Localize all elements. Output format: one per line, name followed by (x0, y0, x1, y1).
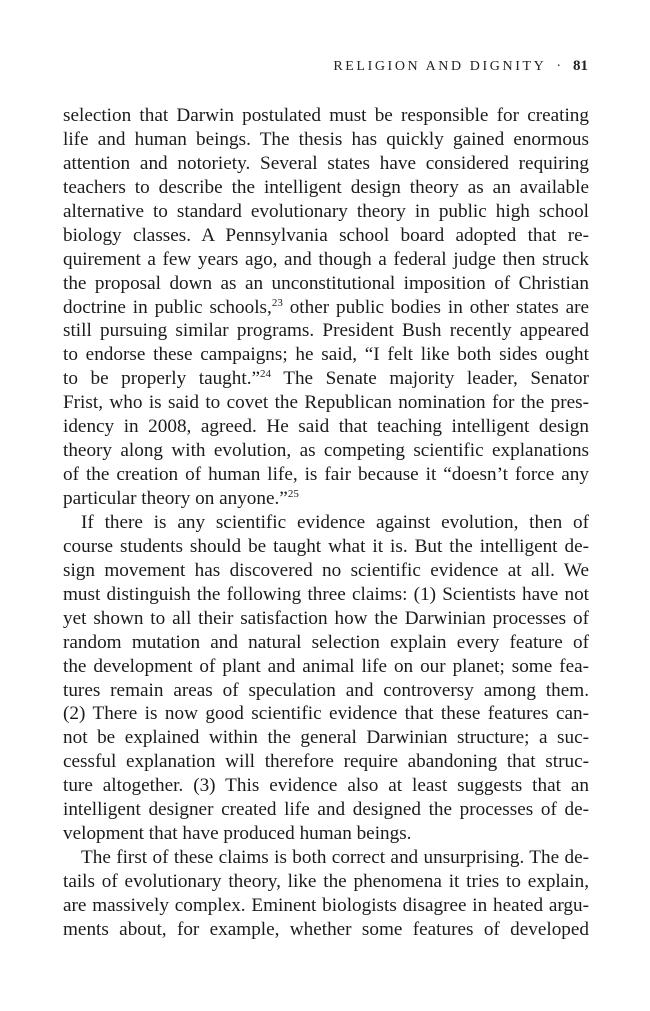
line-text: to endorse these campaigns; he said, “I felt like both sides ought (63, 344, 589, 366)
line-text: attention and notoriety. Several states have considered requiring (63, 152, 589, 174)
line-text: velopment that have produced human beings. (63, 823, 412, 845)
line-text: doctrine in public schools, (63, 296, 272, 318)
text-line (63, 248, 589, 272)
text-line (63, 750, 589, 774)
line-text: tails of evolutionary theory, like the phenomena it tries to explain, (63, 871, 589, 892)
text-line (63, 152, 589, 176)
text-line (63, 319, 589, 343)
text-line (63, 918, 589, 942)
line-text: course students should be taught what it is. But the intelligent de- (63, 535, 589, 557)
text-line (63, 631, 589, 655)
line-text: ments about, for example, whether some features of developed (63, 918, 589, 940)
line-text: of the creation of human life, is fair because it “doesn’t force any (63, 464, 589, 486)
line-text: yet shown to all their satisfaction how the Darwinian processes of (63, 607, 589, 629)
text-line (63, 726, 589, 750)
paragraph (63, 104, 589, 511)
line-text: life and human beings. The thesis has quickly gained enormous (63, 128, 589, 150)
text-line (63, 846, 589, 870)
text-line (63, 176, 589, 200)
text-line (63, 798, 589, 822)
paragraph (63, 846, 589, 942)
text-line (63, 367, 589, 391)
line-text: If there is any scientific evidence against evolution, then of (81, 511, 589, 533)
line-text: theory along with evolution, as competing scientific explanations (63, 440, 589, 462)
text-line (63, 535, 589, 559)
line-text: Frist, who is said to covet the Republican nomination for the pres- (63, 392, 589, 414)
text-line (63, 894, 589, 918)
line-text: must distinguish the following three claims: (1) Scientists have not (63, 583, 589, 605)
line-text-continued: The Senate majority leader, Senator (271, 368, 589, 390)
text-line (63, 870, 589, 894)
text-line (63, 487, 589, 511)
line-text: biology classes. A Pennsylvania school board adopted that re- (63, 224, 589, 246)
text-line (63, 343, 589, 367)
line-text-continued: other public bodies in other states are (282, 296, 589, 318)
text-line (63, 104, 589, 128)
line-text: cessful explanation will therefore require abandoning that struc- (63, 751, 589, 773)
page-number: 81 (573, 58, 588, 74)
line-text: alternative to standard evolutionary theory in public high school (63, 200, 589, 222)
line-text: intelligent designer created life and designed the processes of de- (63, 799, 589, 821)
text-line (63, 224, 589, 248)
text-line (63, 822, 589, 846)
line-text: teachers to describe the intelligent design theory as an available (63, 176, 589, 198)
line-text: (2) There is now good scientific evidence that these features can- (63, 703, 589, 725)
text-line (63, 415, 589, 439)
line-text: ture altogether. (3) This evidence also at least suggests that an (63, 775, 589, 797)
text-line (63, 439, 589, 463)
text-line (63, 679, 589, 703)
paragraph (63, 511, 589, 846)
body-text (63, 104, 589, 942)
line-text: sign movement has discovered no scientific evidence at all. We (63, 559, 589, 581)
line-text: idency in 2008, agreed. He said that teaching intelligent design (63, 416, 589, 438)
line-text: not be explained within the general Darwinian structure; a suc- (63, 727, 589, 749)
footnote-marker: 24 (260, 368, 272, 381)
line-text: the proposal down as an unconstitutional imposition of Christian (63, 272, 589, 294)
line-text: still pursuing similar programs. President Bush recently appeared (63, 320, 589, 342)
text-line (63, 607, 589, 631)
running-title: RELIGION AND DIGNITY (333, 59, 547, 74)
text-line (63, 583, 589, 607)
line-text: to be properly taught.” (63, 368, 261, 390)
footnote-marker: 23 (271, 296, 283, 309)
header-separator: · (556, 59, 561, 74)
text-line (63, 128, 589, 152)
line-text: selection that Darwin postulated must be responsible for creating (63, 105, 589, 126)
line-text: the development of plant and animal life on our planet; some fea- (63, 655, 589, 677)
text-line (63, 391, 589, 415)
text-line (63, 296, 589, 320)
line-text: are massively complex. Eminent biologists disagree in heated argu- (63, 894, 589, 916)
text-line (63, 511, 589, 535)
text-line (63, 200, 589, 224)
line-text: quirement a few years ago, and though a federal judge then struck (63, 248, 589, 270)
line-text: The first of these claims is both correct and unsurprising. The de- (81, 847, 589, 869)
text-line (63, 463, 589, 487)
text-line (63, 702, 589, 726)
line-text: tures remain areas of speculation and controversy among them. (63, 679, 589, 701)
text-line (63, 559, 589, 583)
text-line (63, 655, 589, 679)
line-text: particular theory on anyone.” (63, 488, 288, 509)
footnote-marker: 25 (287, 488, 299, 500)
line-text: random mutation and natural selection explain every feature of (63, 631, 589, 653)
text-line (63, 774, 589, 798)
text-line (63, 272, 589, 296)
running-head (333, 58, 588, 75)
